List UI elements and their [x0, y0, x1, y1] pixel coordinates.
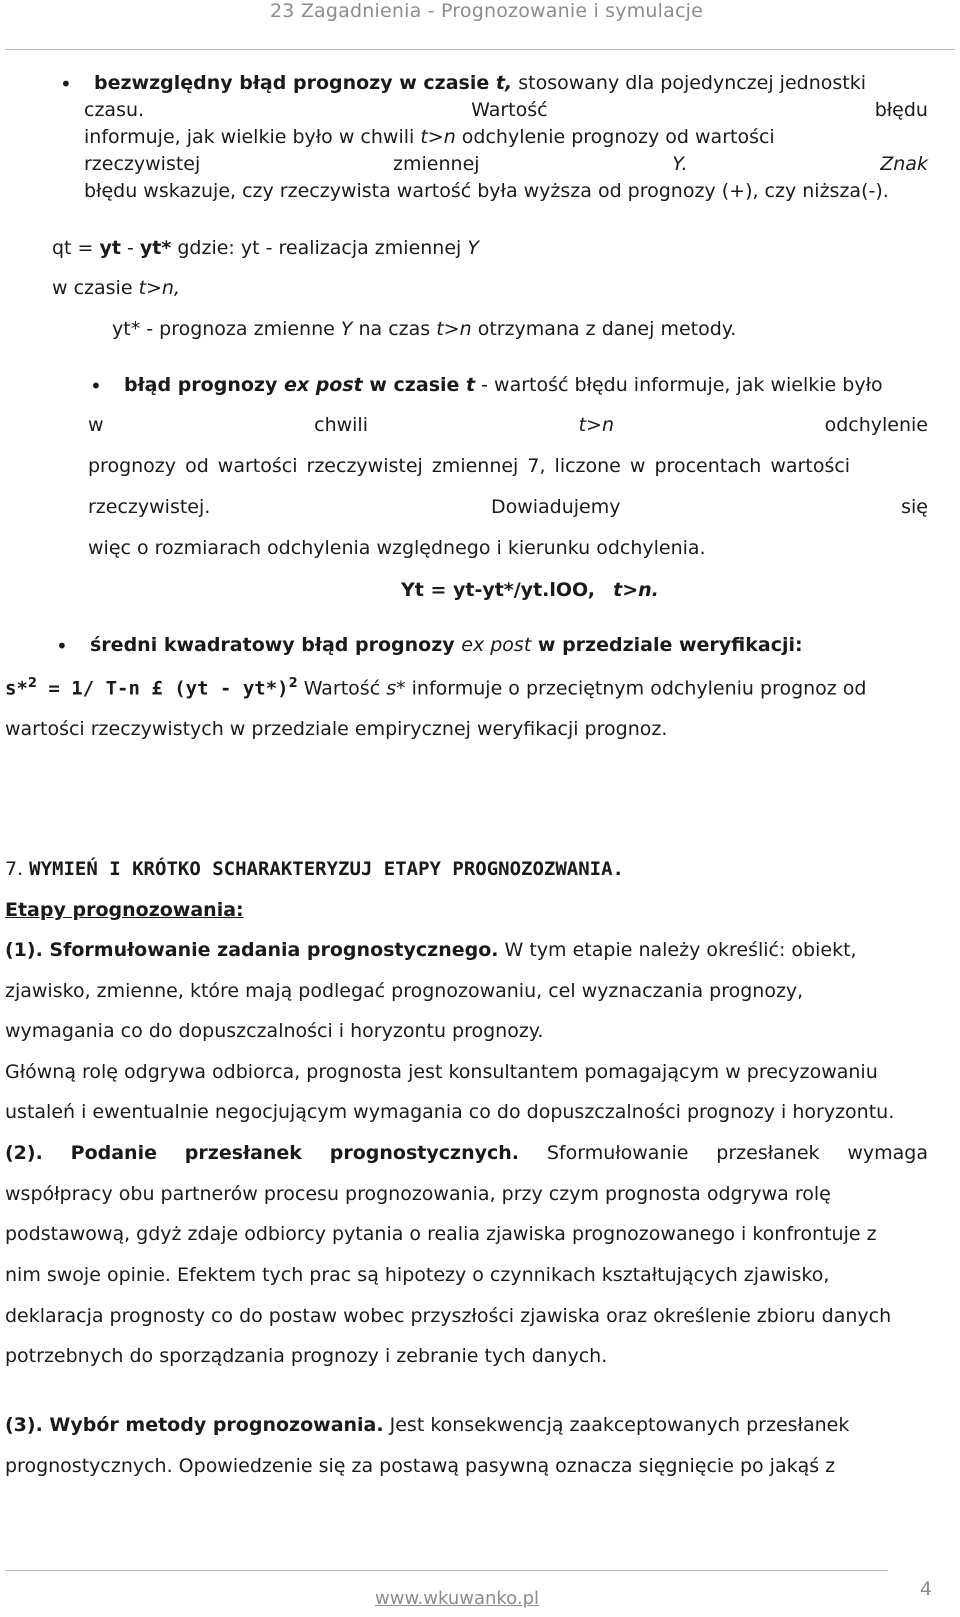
step2-line1	[5, 1142, 928, 1164]
step3-line2: prognostycznych. Opowiedzenie się za postawą pasywną oznacza sięgnięcie po jakąś z	[5, 1455, 836, 1477]
text: czasu.	[84, 99, 145, 121]
page-header: 23 Zagadnienia - Prognozowanie i symulacje	[270, 0, 703, 22]
text: rzeczywistej	[84, 153, 201, 175]
formula-qt: qt = yt - yt* gdzie: yt - realizacja zmiennej Y	[52, 237, 479, 259]
step2-line5: deklaracja prognosty co do postaw wobec przyszłości zjawiska oraz określenie zbioru danych	[5, 1305, 892, 1327]
text: wymaga	[847, 1142, 928, 1164]
bullet1-line2	[84, 99, 928, 121]
text: odchylenie	[824, 414, 928, 436]
step2-line2: współpracy obu partnerów procesu prognozowania, przy czym prognosta odgrywa rolę	[5, 1183, 831, 1205]
formula-qt-line3: yt* - prognoza zmienne Y na czas t>n otrzymana z danej metody.	[112, 318, 737, 340]
footer-divider	[5, 1570, 888, 1571]
text: się	[901, 496, 928, 518]
bullet1-rest: stosowany dla pojedynczej jednostki	[512, 72, 867, 94]
bullet2-line5: więc o rozmiarach odchylenia względnego i kierunku odchylenia.	[88, 537, 706, 559]
bullet1-line4	[84, 153, 928, 175]
bullet1-bold: bezwzględny błąd prognozy w czasie	[94, 72, 496, 94]
text: Y.	[672, 153, 688, 175]
formula-qt-line2: w czasie t>n,	[52, 277, 181, 299]
header-divider	[5, 49, 955, 50]
bullet2-line3: prognozy od wartości rzeczywistej zmiennej 7, liczone w procentach wartości	[88, 455, 851, 477]
bullet1-line1	[94, 72, 866, 94]
text: błędu	[874, 99, 928, 121]
step1-line2: zjawisko, zmienne, które mają podlegać prognozowaniu, cel wyznaczania prognozy,	[5, 980, 804, 1002]
footer-link[interactable]: www.wkuwanko.pl	[375, 1588, 540, 1609]
text: w	[88, 414, 104, 436]
step2-line3: podstawową, gdyż zdaje odbiorcy pytania o realia zjawiska prognozowanego i konfrontuje z	[5, 1223, 877, 1245]
bullet3-formula: s*$^2$ = 1/ T-n £ (yt - yt*)$^2$ Wartość s* informuje o przeciętnym odchyleniu prognoz od	[5, 676, 867, 700]
text: t>n	[578, 414, 614, 436]
text: zmiennej	[393, 153, 480, 175]
text: przesłanek	[716, 1142, 820, 1164]
bullet1-line3	[84, 126, 928, 148]
step1-line1: (1). Sformułowanie zadania prognostycznego. W tym etapie należy określić: obiekt,	[5, 939, 857, 961]
bullet3-line1: średni kwadratowy błąd prognozy ex post w przedziale weryfikacji:	[90, 634, 803, 656]
text: rzeczywistej.	[88, 496, 211, 518]
bullet1-line5: błędu wskazuje, czy rzeczywista wartość była wyższa od prognozy (+), czy niższa(-).	[84, 180, 889, 202]
text: Znak	[880, 153, 928, 175]
text: Podanie	[70, 1142, 157, 1164]
text: Wartość	[471, 99, 548, 121]
bullet3-line2: wartości rzeczywistych w przedziale empirycznej weryfikacji prognoz.	[5, 718, 668, 740]
section7-subheading: Etapy prognozowania:	[5, 899, 244, 921]
bullet2-line2	[88, 414, 928, 436]
step1-line4: Główną rolę odgrywa odbiorca, prognosta jest konsultantem pomagającym w precyzowaniu	[5, 1061, 878, 1083]
bullet-icon: •	[56, 634, 68, 658]
text: informuje, jak wielkie było w chwili t>n odchylenie prognozy od wartości	[84, 126, 775, 148]
step1-line3: wymagania co do dopuszczalności i horyzontu prognozy.	[5, 1020, 544, 1042]
text: przesłanek	[184, 1142, 302, 1164]
step2-line4: nim swoje opinie. Efektem tych prac są hipotezy o czynnikach kształtujących zjawisko,	[5, 1264, 830, 1286]
bullet2-line1: błąd prognozy ex post w czasie t - wartość błędu informuje, jak wielkie było	[124, 374, 883, 396]
page-number: 4	[919, 1578, 932, 1600]
bullet2-formula: Yt = yt-yt*/yt.lOO, t>n.	[401, 579, 659, 601]
text: chwili	[314, 414, 368, 436]
step3-line1: (3). Wybór metody prognozowania. Jest konsekwencją zaakceptowanych przesłanek	[5, 1414, 850, 1436]
step1-line5: ustaleń i ewentualnie negocjującym wymagania co do dopuszczalności prognozy i horyzontu.	[5, 1101, 895, 1123]
step2-line6: potrzebnych do sporządzania prognozy i zebranie tych danych.	[5, 1345, 608, 1367]
bullet2-line4	[88, 496, 928, 518]
text: (2).	[5, 1142, 43, 1164]
bullet1-t: t,	[495, 72, 513, 94]
text: prognostycznych.	[329, 1142, 520, 1164]
text: Dowiadujemy	[490, 496, 621, 518]
section7-heading: 7. WYMIEŃ I KRÓTKO SCHARAKTERYZUJ ETAPY PROGNOZOZWANIA.	[5, 858, 624, 880]
text: Sformułowanie	[546, 1142, 689, 1164]
bullet-icon: •	[90, 374, 102, 398]
bullet-icon: •	[60, 72, 72, 96]
